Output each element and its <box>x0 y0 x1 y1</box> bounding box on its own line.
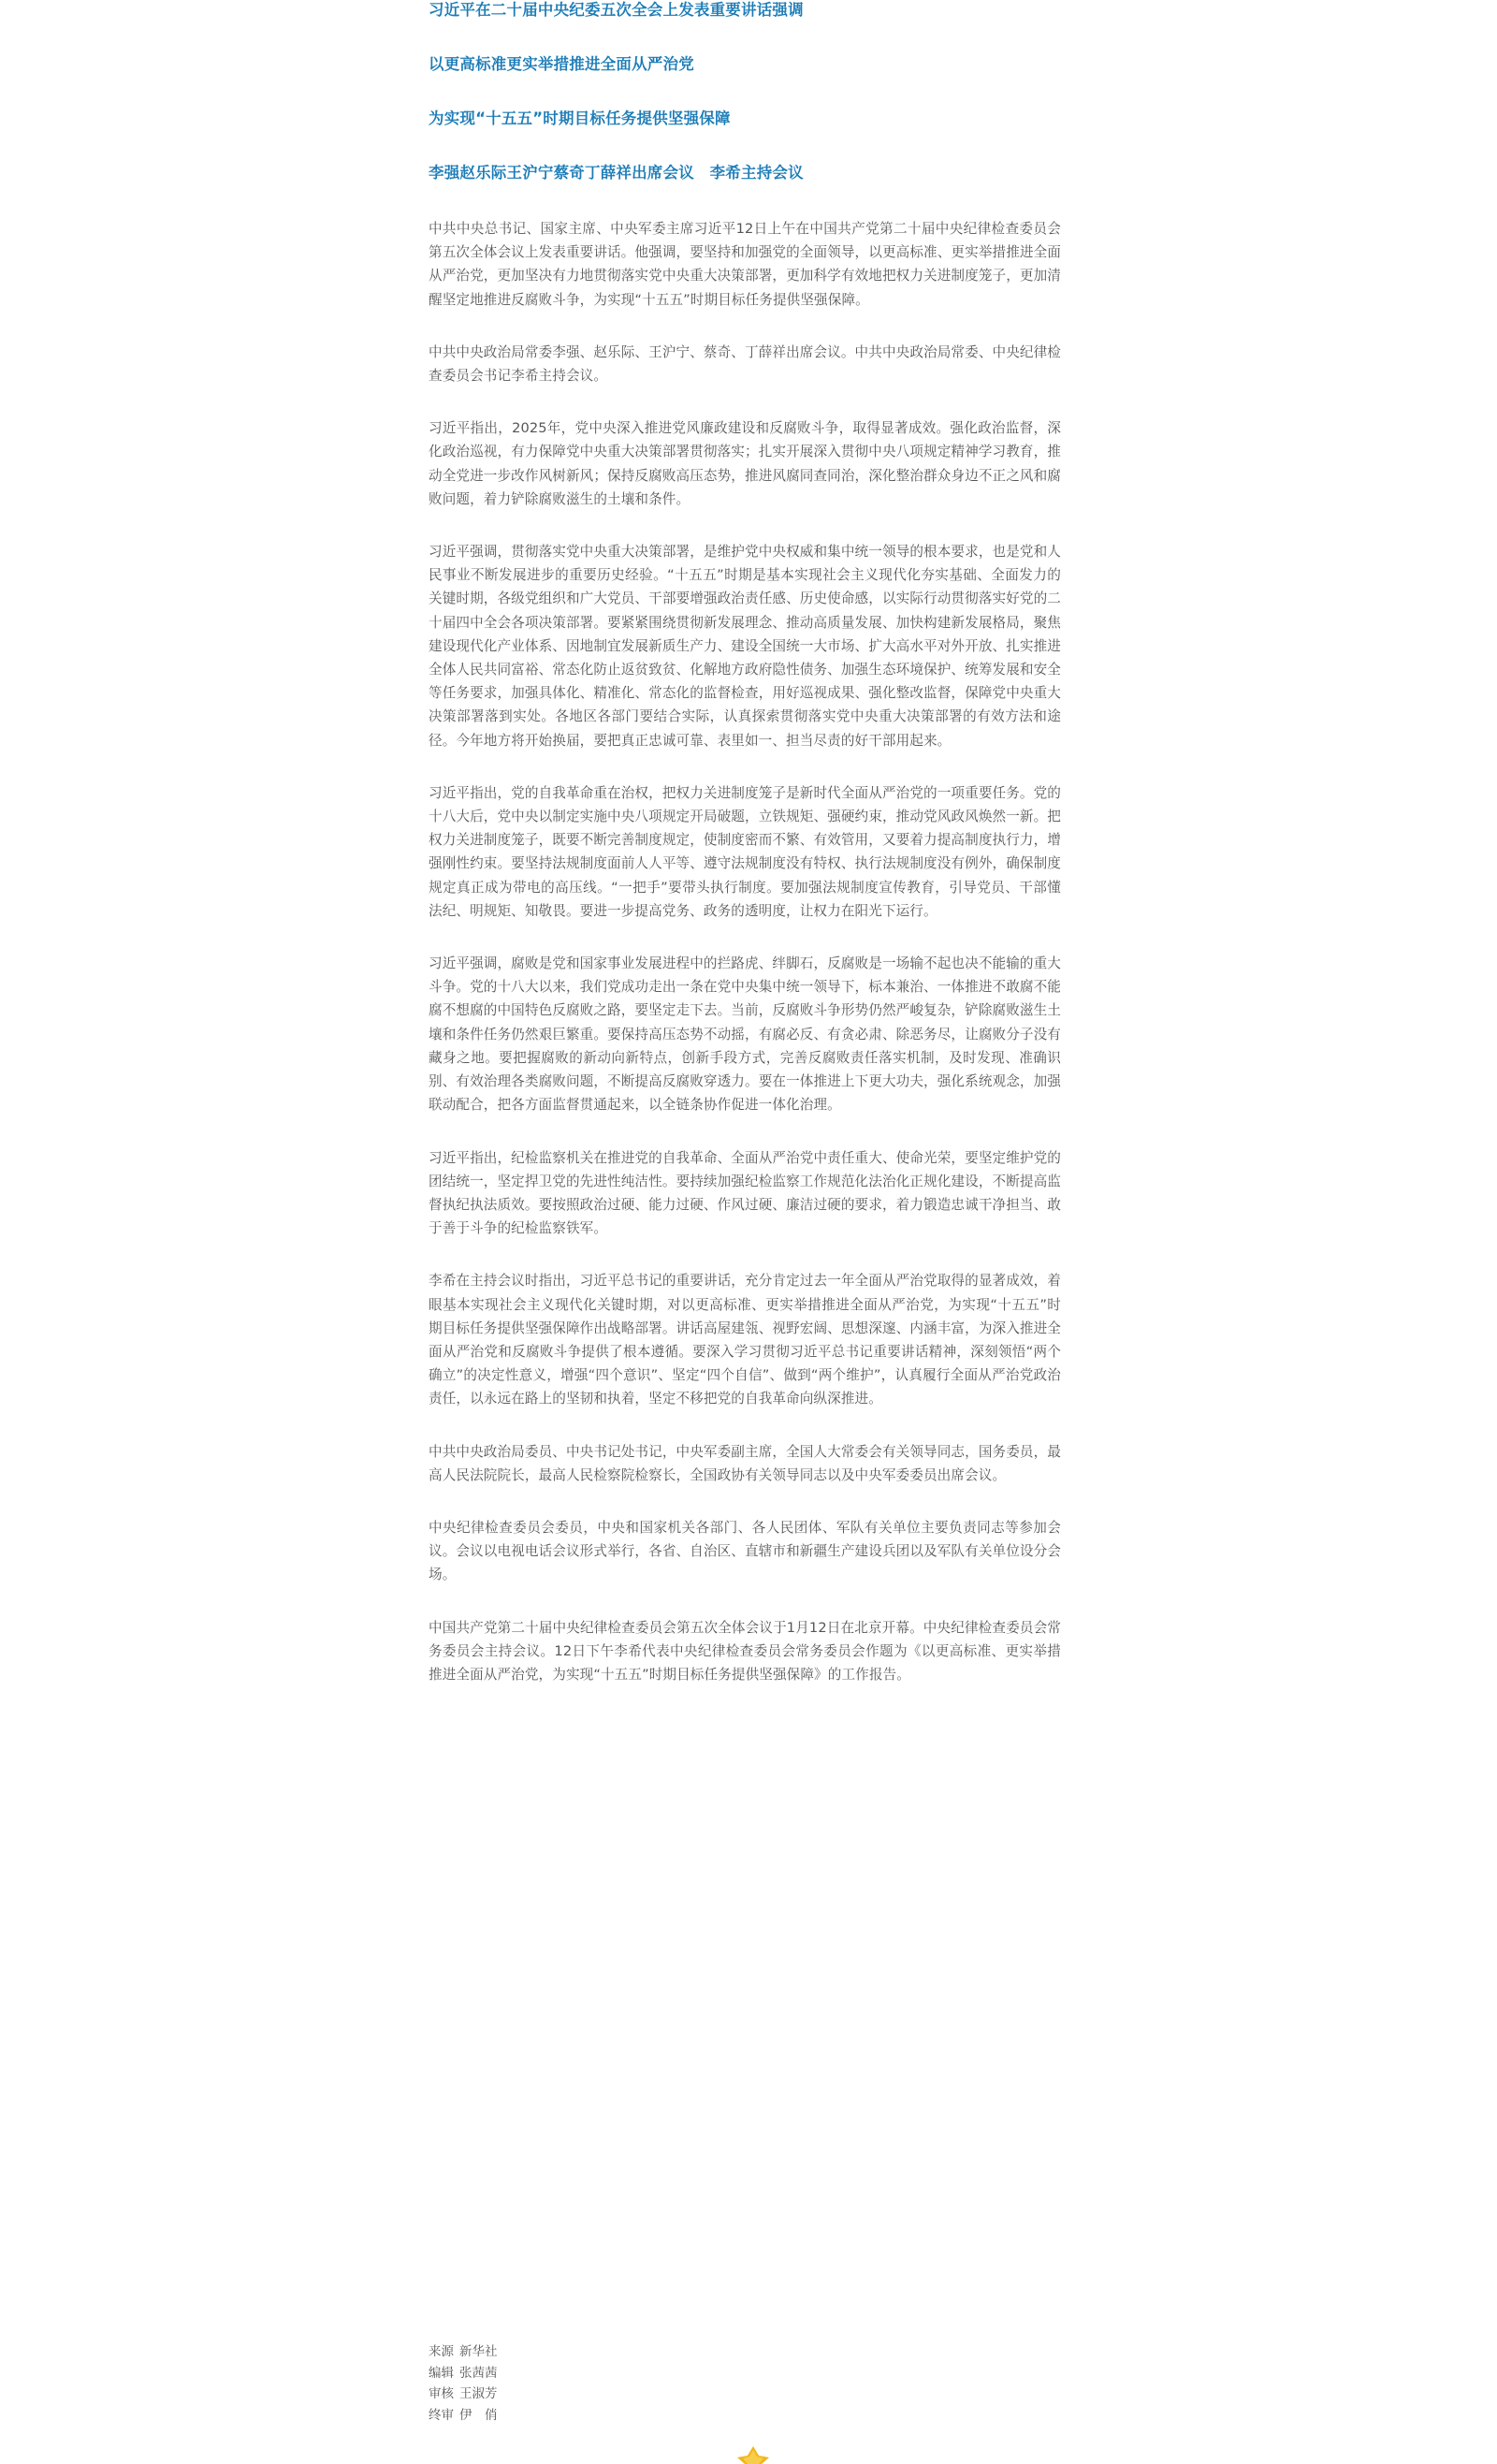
article <box>429 0 1061 1715</box>
paragraph-9: 中共中央政治局委员、中央书记处书记，中央军委副主席，全国人大常委会有关领导同志，国务委员，最高人民法院院长，最高人民检察院检察长，全国政协有关领导同志以及中央军委委员出席会议。 <box>429 1443 1061 1483</box>
credit-value: 新华社 <box>459 2344 498 2359</box>
headline-4: 李强赵乐际王沪宁蔡奇丁薛祥出席会议 李希主持会议 <box>429 164 804 182</box>
paragraph-2: 中共中央政治局常委李强、赵乐际、王沪宁、蔡奇、丁薛祥出席会议。中共中央政治局常委、中央纪律检查委员会书记李希主持会议。 <box>429 343 1061 385</box>
paragraph-8: 李希在主持会议时指出，习近平总书记的重要讲话，充分肯定过去一年全面从严治党取得的显著成效，着眼基本实现社会主义现代化关键时期，对以更高标准、更实举措推进全面从严治党，为实现“十五五”时期目标任务提供坚强保障作出战略部署。讲话高屋建瓴、视野宏阔、思想深邃、内涵丰富，为深入推进全面从严治党和反腐败斗争提供了根本遵循。要深入学习贯彻习近平总书记重要讲话精神，深刻领悟“两个确立”的决定性意义，增强“四个意识”、坚定“四个自信”、做到“两个维护”，认真履行全面从严治党政治责任，以永远在路上的坚韧和执着，坚定不移把党的自我革命向纵深推进。 <box>429 1273 1061 1407</box>
credit-source <box>429 2341 709 2363</box>
paragraph-3: 习近平指出，2025年，党中央深入推进党风廉政建设和反腐败斗争，取得显著成效。强化政治监督，深化政治巡视，有力保障党中央重大决策部署贯彻落实；扎实开展深入贯彻中央八项规定精神学习教育，推动全党进一步改作风树新风；保持反腐败高压态势，推进风腐同查同治，深化整治群众身边不正之风和腐败问题，着力铲除腐败滋生的土壤和条件。 <box>429 420 1061 507</box>
credit-value: 伊 俏 <box>459 2407 498 2423</box>
credit-label: 来源 <box>429 2344 454 2359</box>
headline-2: 以更高标准更实举措推进全面从严治党 <box>429 55 694 73</box>
credit-label: 审核 <box>429 2386 454 2401</box>
credit-final-reviewer <box>429 2405 709 2427</box>
gold-emblem-icon <box>734 2444 772 2464</box>
headline-3: 为实现“十五五”时期目标任务提供坚强保障 <box>429 109 731 127</box>
paragraph-4: 习近平强调，贯彻落实党中央重大决策部署，是维护党中央权威和集中统一领导的根本要求，也是党和人民事业不断发展进步的重要历史经验。“十五五”时期是基本实现社会主义现代化夯实基础、全面发力的关键时期，各级党组织和广大党员、干部要增强政治责任感、历史使命感，以实际行动贯彻落实好党的二十届四中全会各项决策部署。要紧紧围绕贯彻新发展理念、推动高质量发展、加快构建新发展格局，聚焦建设现代化产业体系、因地制宜发展新质生产力、建设全国统一大市场、扩大高水平对外开放、扎实推进全体人民共同富裕、常态化防止返贫致贫、化解地方政府隐性债务、加强生态环境保护、统筹发展和安全等任务要求，加强具体化、精准化、常态化的监督检查，用好巡视成果、强化整改监督，保障党中央重大决策部署落到实处。各地区各部门要结合实际，认真探索贯彻落实党中央重大决策部署的有效方法和途径。今年地方将开始换届，要把真正忠诚可靠、表里如一、担当尽责的好干部用起来。 <box>429 544 1061 749</box>
credit-label: 终审 <box>429 2407 454 2423</box>
paragraph-10: 中央纪律检查委员会委员，中央和国家机关各部门、各人民团体、军队有关单位主要负责同志等参加会议。会议以电视电话会议形式举行，各省、自治区、直辖市和新疆生产建设兵团以及军队有关单位设分会场。 <box>429 1519 1061 1583</box>
credit-label: 编辑 <box>429 2365 454 2381</box>
headline-1: 习近平在二十届中央纪委五次全会上发表重要讲话强调 <box>429 1 804 19</box>
paragraph-1: 中共中央总书记、国家主席、中央军委主席习近平12日上午在中国共产党第二十届中央纪律检查委员会第五次全体会议上发表重要讲话。他强调，要坚持和加强党的全面领导，以更高标准、更实举措推进全面从严治党，更加坚决有力地贯彻落实党中央重大决策部署，更加科学有效地把权力关进制度笼子，更加清醒坚定地推进反腐败斗争，为实现“十五五”时期目标任务提供坚强保障。 <box>429 221 1061 308</box>
paragraph-5: 习近平指出，党的自我革命重在治权，把权力关进制度笼子是新时代全面从严治党的一项重要任务。党的十八大后，党中央以制定实施中央八项规定开局破题，立铁规矩、强硬约束，推动党风政风焕然一新。把权力关进制度笼子，既要不断完善制度规定，使制度密而不繁、有效管用，又要着力提高制度执行力，增强刚性约束。要坚持法规制度面前人人平等、遵守法规制度没有特权、执行法规制度没有例外，确保制度规定真正成为带电的高压线。“一把手”要带头执行制度。要加强法规制度宣传教育，引导党员、干部懂法纪、明规矩、知敬畏。要进一步提高党务、政务的透明度，让权力在阳光下运行。 <box>429 784 1061 919</box>
credit-reviewer <box>429 2384 709 2405</box>
credit-value: 张茜茜 <box>459 2365 498 2381</box>
credits <box>429 2341 709 2426</box>
credit-value: 王淑芳 <box>459 2386 498 2401</box>
paragraph-11: 中国共产党第二十届中央纪律检查委员会第五次全体会议于1月12日在北京开幕。中央纪律检查委员会常务委员会主持会议。12日下午李希代表中央纪律检查委员会常务委员会作题为《以更高标准、更实举措推进全面从严治党，为实现“十五五”时期目标任务提供坚强保障》的工作报告。 <box>429 1619 1061 1683</box>
paragraph-7: 习近平指出，纪检监察机关在推进党的自我革命、全面从严治党中责任重大、使命光荣，要坚定维护党的团结统一，坚定捍卫党的先进性纯洁性。要持续加强纪检监察工作规范化法治化正规化建设，不断提高监督执纪执法质效。要按照政治过硬、能力过硬、作风过硬、廉洁过硬的要求，着力锻造忠诚干净担当、敢于善于斗争的纪检监察铁军。 <box>429 1149 1061 1237</box>
paragraph-6: 习近平强调，腐败是党和国家事业发展进程中的拦路虎、绊脚石，反腐败是一场输不起也决不能输的重大斗争。党的十八大以来，我们党成功走出一条在党中央集中统一领导下，标本兼治、一体推进不敢腐不能腐不想腐的中国特色反腐败之路，要坚定走下去。当前，反腐败斗争形势仍然严峻复杂，铲除腐败滋生土壤和条件任务仍然艰巨繁重。要保持高压态势不动摇，有腐必反、有贪必肃、除恶务尽，让腐败分子没有藏身之地。要把握腐败的新动向新特点，创新手段方式，完善反腐败责任落实机制，及时发现、准确识别、有效治理各类腐败问题，不断提高反腐败穿透力。要在一体推进上下更大功夫，强化系统观念，加强联动配合，把各方面监督贯通起来，以全链条协作促进一体化治理。 <box>429 955 1061 1114</box>
article-body <box>429 217 1061 1686</box>
credit-editor <box>429 2363 709 2384</box>
headline-group <box>429 0 1061 183</box>
